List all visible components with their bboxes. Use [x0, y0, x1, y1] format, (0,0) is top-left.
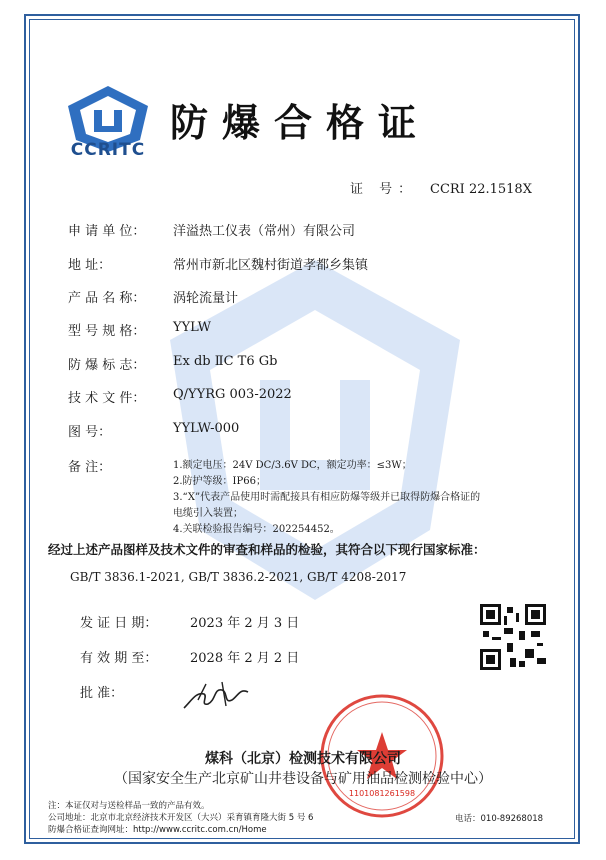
- logo-text: CCRITC: [70, 140, 146, 160]
- cert-no-value: CCRI 22.1518X: [430, 182, 532, 197]
- field-label: 备 注：: [68, 460, 112, 475]
- remark-item: 3.“X”代表产品使用时需配接具有相应防爆等级并已取得防爆合格证的: [173, 492, 481, 503]
- remark-item: 电缆引入装置；: [173, 508, 243, 519]
- approver-signature: [178, 670, 258, 720]
- standards-list: GB/T 3836.1-2021, GB/T 3836.2-2021, GB/T 4208-2017: [70, 570, 407, 584]
- field-label: 申 请 单 位：: [68, 224, 146, 239]
- remark-item: 4.关联检验报告编号：202254452。: [173, 524, 340, 535]
- field-label: 防 爆 标 志：: [68, 358, 146, 373]
- date-value: 2028 年 2 月 2 日: [190, 651, 300, 666]
- footer-address: 公司地址：北京市北京经济技术开发区（大兴）采育镇育隆大街 5 号 6: [48, 813, 314, 823]
- field-label: 图 号：: [68, 425, 112, 440]
- certificate-title: 防爆合格证: [170, 101, 431, 145]
- field-value: 洋溢热工仪表（常州）有限公司: [173, 224, 356, 239]
- footer-note: 注：本证仅对与送检样品一致的产品有效。: [48, 801, 210, 811]
- seal-number: 1101081261598: [348, 789, 416, 798]
- certificate-number: [350, 178, 532, 197]
- issuer-name: 煤科（北京）检测技术有限公司: [205, 751, 401, 767]
- remark-item: 2.防护等级：IP66；: [173, 476, 266, 487]
- footer-query-url[interactable]: 防爆合格证查询网址：http://www.ccritc.com.cn/Home: [48, 825, 267, 835]
- field-label: 地 址：: [68, 258, 112, 273]
- remarks-list: [173, 458, 480, 538]
- field-value: YYLW: [173, 320, 212, 335]
- date-value: 2023 年 2 月 3 日: [190, 616, 300, 631]
- footer-phone: 电话：010-89268018: [455, 814, 544, 824]
- standards-intro: 经过上述产品图样及技术文件的审查和样品的检验，其符合以下现行国家标准：: [48, 542, 486, 557]
- date-label: 有 效 期 至：: [80, 651, 158, 666]
- footer-notes: [48, 800, 313, 836]
- field-value: YYLW-000: [173, 421, 240, 436]
- field-value: 涡轮流量计: [173, 291, 239, 306]
- qr-code-icon[interactable]: [480, 604, 546, 670]
- date-label: 批 准：: [80, 686, 124, 701]
- field-value: Q/YYRG 003-2022: [173, 387, 292, 402]
- issuer-subtitle: （国家安全生产北京矿山井巷设备与矿用油品检测检验中心）: [114, 771, 492, 787]
- field-label: 技 术 文 件：: [68, 391, 146, 406]
- remark-item: 1.额定电压：24V DC/3.6V DC，额定功率：≤3W；: [173, 460, 412, 471]
- field-value: 常州市新北区魏村街道孝都乡集镇: [173, 258, 369, 273]
- field-label: 型 号 规 格：: [68, 324, 146, 339]
- field-label: 产 品 名 称：: [68, 291, 146, 306]
- cert-no-label: 证 号：: [350, 182, 418, 197]
- field-value: Ex db ⅡC T6 Gb: [173, 354, 278, 369]
- date-label: 发 证 日 期：: [80, 616, 158, 631]
